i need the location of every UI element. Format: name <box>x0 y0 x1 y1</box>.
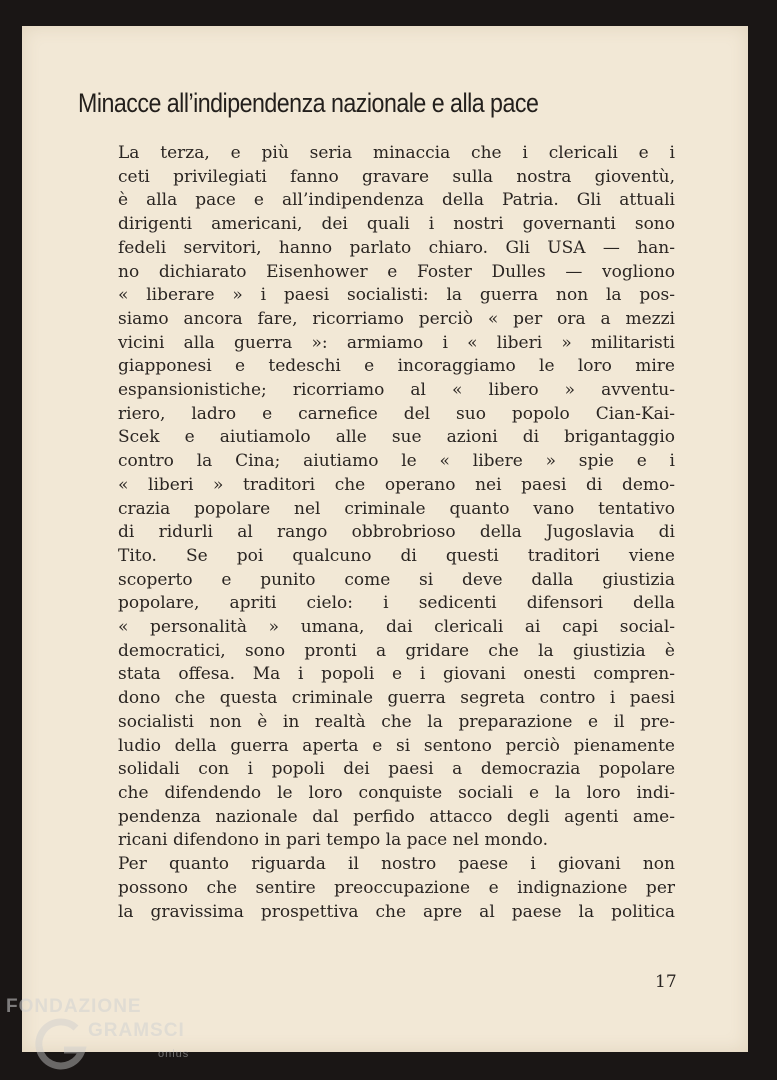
text-line: la gravissima prospettiva che apre al paese la politica <box>118 901 675 922</box>
text-line: giapponesi e tedeschi e incoraggiamo le loro mire <box>118 356 675 377</box>
text-line: dirigenti americani, dei quali i nostri governanti sono <box>118 214 675 235</box>
text-line: stata offesa. Ma i popoli e i giovani onesti compren- <box>118 664 675 685</box>
text-line: ceti privilegiati fanno gravare sulla nostra gioventù, <box>118 166 675 187</box>
text-line: democratici, sono pronti a gridare che la giustizia è <box>118 640 675 661</box>
text-line: Tito. Se poi qualcuno di questi traditori viene <box>118 545 675 566</box>
body-text <box>85 142 675 924</box>
text-line: di ridurli al rango obbrobrioso della Jugoslavia di <box>118 522 675 543</box>
text-line: è alla pace e all’indipendenza della Patria. Gli attuali <box>118 190 675 211</box>
text-line: fedeli servitori, hanno parlato chiaro. Gli USA — han- <box>118 237 675 258</box>
text-line: ricani difendono in pari tempo la pace nel mondo. <box>118 830 548 851</box>
page-heading: Minacce all’indipendenza nazionale e alla pace <box>78 88 539 118</box>
paragraph-1 <box>85 142 675 853</box>
text-line: Per quanto riguarda il nostro paese i giovani non <box>118 854 675 875</box>
watermark-line-1: FONDAZIONE <box>6 996 142 1017</box>
text-line: possono che sentire preoccupazione e indignazione per <box>118 877 675 898</box>
text-line: vicini alla guerra »: armiamo i « liberi » militaristi <box>118 332 675 353</box>
text-line: espansionistiche; ricorriamo al « libero » avventu- <box>118 380 675 401</box>
text-line: « personalità » umana, dai clericali ai capi social- <box>118 617 675 638</box>
text-line: « liberare » i paesi socialisti: la guerra non la pos- <box>118 285 675 306</box>
text-line: crazia popolare nel criminale quanto vano tentativo <box>118 498 675 519</box>
text-line: che difendendo le loro conquiste sociali e la loro indi- <box>118 782 675 803</box>
text-line: dono che questa criminale guerra segreta contro i paesi <box>118 688 675 709</box>
text-line: pendenza nazionale dal perfido attacco degli agenti ame- <box>118 806 675 827</box>
text-line: popolare, apriti cielo: i sedicenti difensori della <box>118 593 675 614</box>
text-line: « liberi » traditori che operano nei paesi di demo- <box>118 474 675 495</box>
text-line: La terza, e più seria minaccia che i clericali e i <box>118 143 675 163</box>
text-line: riero, ladro e carnefice del suo popolo Cian-Kai- <box>118 403 675 424</box>
text-line: contro la Cina; aiutiamo le « libere » spie e i <box>118 451 675 472</box>
page-number: 17 <box>655 972 677 992</box>
text-line: ludio della guerra aperta e si sentono perciò pienamente <box>118 735 675 756</box>
paragraph-2 <box>85 853 675 924</box>
watermark-line-2: GRAMSCI <box>88 1020 185 1041</box>
text-line: Scek e aiutiamolo alle sue azioni di brigantaggio <box>118 427 675 448</box>
text-line: no dichiarato Eisenhower e Foster Dulles — vogliono <box>118 261 675 282</box>
text-line: scoperto e punito come si deve dalla giustizia <box>118 569 675 590</box>
text-line: socialisti non è in realtà che la preparazione e il pre- <box>118 711 675 732</box>
text-line: siamo ancora fare, ricorriamo perciò « per ora a mezzi <box>118 308 675 329</box>
watermark-line-3: onlus <box>158 1048 190 1060</box>
book-page <box>22 26 748 1052</box>
text-line: solidali con i popoli dei paesi a democrazia popolare <box>118 759 675 780</box>
